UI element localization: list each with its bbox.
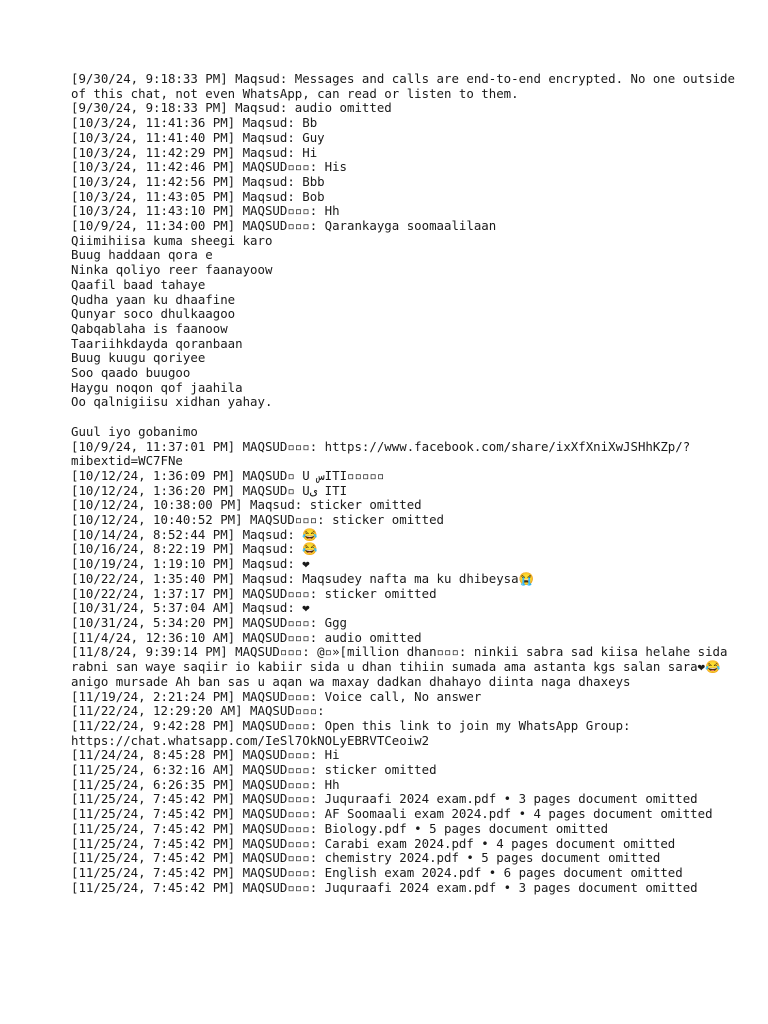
chat-line: [10/14/24, 8:52:44 PM] Maqsud: 😂 <box>71 526 318 542</box>
chat-line: Haygu noqon qof jaahila <box>71 379 243 395</box>
chat-line <box>71 410 751 425</box>
chat-line: [10/9/24, 11:37:01 PM] MAQSUD▫▫▫: https://www.facebook.com/share/ixXfXniXwJSHhKZp/?mibextid=WC7FNe <box>71 438 691 469</box>
chat-line: [10/12/24, 1:36:20 PM] MAQSUD▫ Uى ITI <box>71 482 348 498</box>
chat-line: [11/25/24, 7:45:42 PM] MAQSUD▫▫▫: English exam 2024.pdf • 6 pages document omitted <box>71 864 683 880</box>
chat-line: [11/22/24, 12:29:20 AM] MAQSUD▫▫▫: <box>71 703 325 719</box>
chat-line: [10/19/24, 1:19:10 PM] Maqsud: ❤ <box>71 556 310 572</box>
chat-line: Buug haddaan qora e <box>71 247 213 263</box>
chat-line: [10/3/24, 11:42:46 PM] MAQSUD▫▫▫: His <box>71 159 348 175</box>
chat-line: [11/25/24, 6:32:16 AM] MAQSUD▫▫▫: sticker omitted <box>71 762 437 778</box>
chat-line: Buug kuugu qoriyee <box>71 350 206 366</box>
chat-line: Qunyar soco dhulkaagoo <box>71 306 236 322</box>
chat-line: [11/22/24, 9:42:28 PM] MAQSUD▫▫▫: Open this link to join my WhatsApp Group: https://chat.whatsapp.com/IeSl7OkNOLyEBRVTCeoiw2 <box>71 717 638 748</box>
chat-line: [10/3/24, 11:43:05 PM] Maqsud: Bob <box>71 188 325 204</box>
chat-line: [11/19/24, 2:21:24 PM] MAQSUD▫▫▫: Voice call, No answer <box>71 688 482 704</box>
chat-line: [11/25/24, 7:45:42 PM] MAQSUD▫▫▫: AF Soomaali exam 2024.pdf • 4 pages document omitted <box>71 806 713 822</box>
chat-line: Qabqablaha is faanoow <box>71 320 228 336</box>
chat-line: Qaafil baad tahaye <box>71 276 206 292</box>
chat-line: [9/30/24, 9:18:33 PM] Maqsud: audio omitted <box>71 100 392 116</box>
chat-line: Soo qaado buugoo <box>71 365 191 381</box>
chat-line: [11/25/24, 7:45:42 PM] MAQSUD▫▫▫: Carabi exam 2024.pdf • 4 pages document omitted <box>71 835 676 851</box>
chat-line: [10/3/24, 11:42:29 PM] Maqsud: Hi <box>71 144 318 160</box>
chat-line: [10/9/24, 11:34:00 PM] MAQSUD▫▫▫: Qarankayga soomaalilaan <box>71 218 497 234</box>
chat-line: [10/16/24, 8:22:19 PM] Maqsud: 😂 <box>71 541 318 557</box>
chat-line: [10/3/24, 11:41:40 PM] Maqsud: Guy <box>71 129 325 145</box>
chat-line: [10/3/24, 11:43:10 PM] MAQSUD▫▫▫: Hh <box>71 203 340 219</box>
chat-line: [10/12/24, 1:36:09 PM] MAQSUD▫ U سITI▫▫▫▫▫ <box>71 467 385 483</box>
chat-line: Oo qalnigiisu xidhan yahay. <box>71 394 273 410</box>
chat-line: [11/25/24, 7:45:42 PM] MAQSUD▫▫▫: chemistry 2024.pdf • 5 pages document omitted <box>71 850 661 866</box>
chat-line: [11/8/24, 9:39:14 PM] MAQSUD▫▫▫: @▫»[million dhan▫▫▫: ninkii sabra sad kiisa helahe sida rabni san waye saqiir io kabiir sida u dhan tihiin sumada ama astanta kgs salan sara❤😂anigo mursade Ah ban sas u aqan wa maxay dadkan dhahayo diinta naga dhaxeys <box>71 644 735 689</box>
chat-line: Taariihkdayda qoranbaan <box>71 335 243 351</box>
chat-line: [10/12/24, 10:38:00 PM] Maqsud: sticker omitted <box>71 497 422 513</box>
chat-line: [11/25/24, 7:45:42 PM] MAQSUD▫▫▫: Juquraafi 2024 exam.pdf • 3 pages document omitted <box>71 879 698 895</box>
chat-line: Qiimihiisa kuma sheegi karo <box>71 232 273 248</box>
chat-line: Qudha yaan ku dhaafine <box>71 291 236 307</box>
chat-line: [10/3/24, 11:42:56 PM] Maqsud: Bbb <box>71 173 325 189</box>
chat-line: [9/30/24, 9:18:33 PM] Maqsud: Messages and calls are end-to-end encrypted. No one outside of this chat, not even WhatsApp, can read or listen to them. <box>71 71 743 101</box>
chat-line: [11/25/24, 7:45:42 PM] MAQSUD▫▫▫: Juquraafi 2024 exam.pdf • 3 pages document omitted <box>71 791 698 807</box>
chat-line: [11/25/24, 6:26:35 PM] MAQSUD▫▫▫: Hh <box>71 776 340 792</box>
chat-export-text <box>71 72 751 895</box>
chat-line: [11/4/24, 12:36:10 AM] MAQSUD▫▫▫: audio omitted <box>71 629 422 645</box>
chat-line: [10/3/24, 11:41:36 PM] Maqsud: Bb <box>71 115 318 131</box>
chat-line: Guul iyo gobanimo <box>71 423 198 439</box>
chat-line: Ninka qoliyo reer faanayoow <box>71 262 273 278</box>
chat-line: [11/24/24, 8:45:28 PM] MAQSUD▫▫▫: Hi <box>71 747 340 763</box>
chat-line: [10/31/24, 5:37:04 AM] Maqsud: ❤ <box>71 600 310 616</box>
chat-line: [10/12/24, 10:40:52 PM] MAQSUD▫▫▫: sticker omitted <box>71 512 444 528</box>
chat-line: [11/25/24, 7:45:42 PM] MAQSUD▫▫▫: Biology.pdf • 5 pages document omitted <box>71 820 609 836</box>
chat-line: [10/22/24, 1:35:40 PM] Maqsud: Maqsudey nafta ma ku dhibeysa😭 <box>71 570 535 586</box>
chat-line: [10/31/24, 5:34:20 PM] MAQSUD▫▫▫: Ggg <box>71 615 348 630</box>
chat-line: [10/22/24, 1:37:17 PM] MAQSUD▫▫▫: sticker omitted <box>71 585 437 601</box>
